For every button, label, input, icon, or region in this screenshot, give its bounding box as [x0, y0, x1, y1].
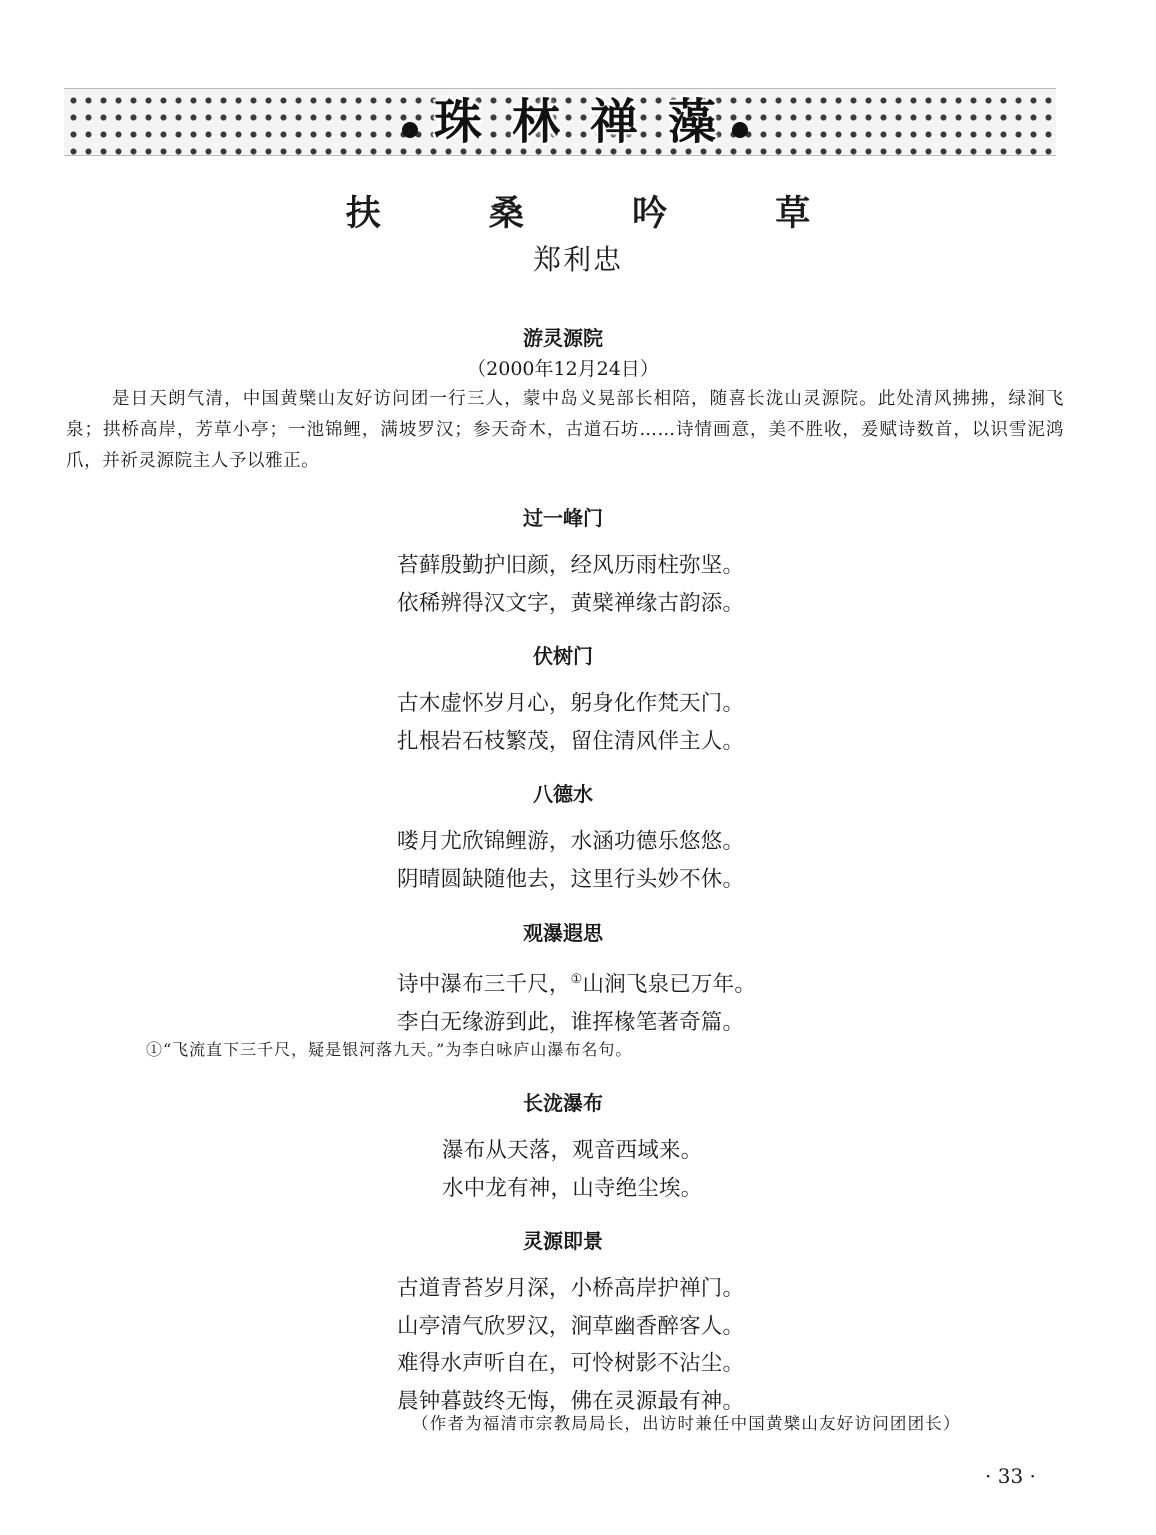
poem-line: 难得水声听自在，可怜树影不沾尘。 — [397, 1351, 745, 1376]
poem-title: 伏树门 — [533, 644, 593, 668]
banner-title — [396, 89, 896, 155]
poem-line-part: 山涧飞泉已万年。 — [582, 972, 757, 997]
poem-title: 过一峰门 — [523, 506, 603, 530]
banner-char: 林 — [512, 94, 561, 150]
poem-line: 瀑布从天落，观音西域来。 — [442, 1138, 703, 1163]
banner-char: 珠 — [434, 94, 483, 150]
poem-body — [397, 823, 744, 898]
page-number: · 33 · — [985, 1464, 1036, 1488]
poem-line: 李白无缘游到此，谁挥椽笔著奇篇。 — [397, 1009, 745, 1035]
poem-title: 八德水 — [533, 782, 593, 806]
poem-body — [442, 1132, 702, 1207]
footnote: ①“飞流直下三千尺，疑是银河落九天。”为李白咏庐山瀑布名句。 — [146, 1040, 633, 1059]
poem-line: 古道青苔岁月深，小桥高岸护禅门。 — [397, 1276, 745, 1301]
poem-line — [397, 961, 756, 1004]
article-title: 扶 桑 吟 草 — [345, 193, 859, 234]
section-heading: 游灵源院 — [523, 326, 603, 350]
banner-char: 藻 — [668, 94, 717, 150]
poem-line: 山亭清气欣罗汉，涧草幽香醉客人。 — [397, 1313, 745, 1339]
article-author: 郑利忠 — [532, 243, 623, 276]
poem-line-part: 诗中瀑布三千尺， — [397, 972, 571, 997]
poem-line: 古木虚怀岁月心，躬身化作梵天门。 — [397, 691, 745, 716]
author-byline: （作者为福清市宗教局局长，出访时兼任中国黄檗山友好访问团团长） — [412, 1414, 961, 1433]
footnote-marker: ① — [570, 972, 583, 987]
banner-char: 禅 — [590, 94, 639, 150]
column-banner — [64, 88, 1056, 156]
poem-title: 观瀑遐思 — [523, 921, 603, 945]
poem-line: 扎根岩石枝繁茂，留住清风伴主人。 — [397, 728, 745, 754]
poem-line: 水中龙有神，山寺绝尘埃。 — [442, 1175, 703, 1201]
poem-body — [397, 1270, 744, 1420]
intro-paragraph: 是日天朗气清，中国黄檗山友好访问团一行三人，蒙中岛义晃部长相陪，随喜长泷山灵源院。此处清风拂拂，绿涧飞泉；拱桥高岸，芳草小亭；一池锦鲤，满坡罗汉；参天奇木，古道石坊……诗情画意，美不胜收，爰赋诗数首，以识雪泥鸿爪，并祈灵源院主人予以雅正。 — [66, 389, 1064, 471]
section-date: （2000年12月24日） — [467, 358, 659, 380]
poem-line: 喽月尤欣锦鲤游，水涵功德乐悠悠。 — [397, 829, 745, 854]
poem-body — [397, 961, 756, 1041]
poem-title: 长泷瀑布 — [523, 1091, 603, 1115]
poem-line: 阴晴圆缺随他去，这里行头妙不休。 — [397, 866, 745, 892]
poem-title: 灵源即景 — [523, 1229, 603, 1253]
poem-line: 晨钟暮鼓终无悔，佛在灵源最有神。 — [397, 1388, 745, 1414]
banner-dot-right — [732, 122, 748, 138]
poem-body — [397, 547, 744, 622]
poem-line: 苔藓殷勤护旧颜，经风历雨柱弥坚。 — [397, 553, 745, 578]
poem-line: 依稀辨得汉文字，黄檗禅缘古韵添。 — [397, 590, 745, 616]
poem-body — [397, 685, 744, 760]
banner-dot-left — [402, 122, 418, 138]
